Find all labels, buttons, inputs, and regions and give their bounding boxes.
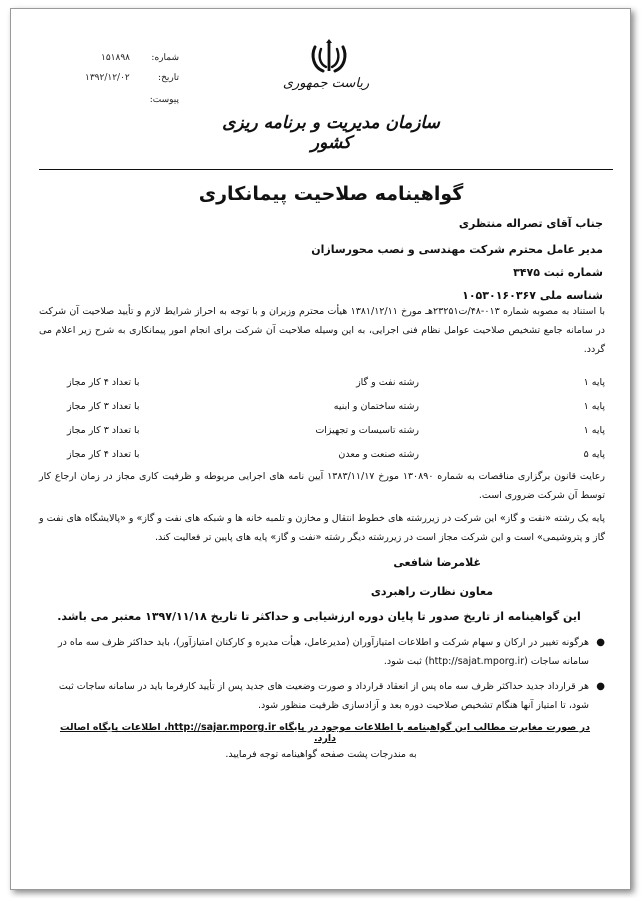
field-cell: رشته نفت و گاز [356,377,419,388]
bullet-item [39,677,605,715]
number-value: ۱۵۱۸۹۸ [101,53,131,63]
capacity-cell: با تعداد ۴ کار مجاز [67,449,140,460]
date-value: ۱۳۹۲/۱۲/۰۲ [85,73,130,83]
header-divider [39,169,613,170]
grade-cell: پایه ۱ [583,401,605,412]
page-title: گواهینامه صلاحیت پیمانکاری [198,183,464,205]
org-name: سازمان مدیریت و برنامه ریزی کشور [222,113,440,153]
field-cell: رشته ساختمان و ابنیه [333,401,419,412]
certificate-page [10,8,631,890]
intro-paragraph: با استناد به مصوبه شماره ۰۱۳-۴۸/ت۲۳۲۵۱هـ مورخ ۱۳۸۱/۱۲/۱۱ هیأت محترم وزیران و با توجه به احراز شرایط لازم و تأیید صلاحیت آن شرکت در سامانه جامع تشخیص صلاحیت عوامل نظام فنی اجرایی، به این وسیله صلاحیت آن شرکت برای انجام امور پیمانکاری به شرح زیر اعلام می گردد. [39,306,606,355]
signatory-title: معاون نظارت راهبردی [370,585,493,598]
capacity-cell: با تعداد ۴ کار مجاز [67,377,140,388]
discrepancy-note: در صورت مغایرت مطالب این گواهینامه با اطلاعات موجود در پایگاه http://sajar.mporg.ir، اطلاعات پایگاه اصالت دارد. [59,722,591,744]
footer-note: به مندرجات پشت صفحه گواهینامه توجه فرمایید. [225,749,417,760]
table-row [39,425,605,445]
bullet-item [39,633,605,671]
number-label: شماره: [151,53,179,63]
validity-statement: این گواهینامه از تاریخ صدور تا پایان دوره ارزشیابی و حداکثر تا تاریخ ۱۳۹۷/۱۱/۱۸ معتبر می باشد. [57,610,581,623]
bullet-dot-icon: ● [596,637,605,648]
iran-emblem-icon [309,37,349,77]
field-cell: رشته تاسیسات و تجهیزات [315,425,419,436]
table-row [39,401,605,421]
grades-table [39,377,605,473]
table-row [39,449,605,469]
grade-cell: پایه ۵ [583,449,605,460]
grade-cell: پایه ۱ [583,377,605,388]
org-presidency: ریاست جمهوری [282,76,370,91]
table-row [39,377,605,397]
capacity-cell: با تعداد ۳ کار مجاز [67,401,140,412]
recipient-national-id: شناسه ملی ۱۰۵۳۰۱۶۰۳۶۷ [462,289,603,302]
recipient-registration: شماره ثبت ۳۴۷۵ [513,266,603,279]
recipient-name: جناب آقای تصراله منتظری [458,217,603,230]
recipient-position: مدیر عامل محترم شرکت مهندسی و نصب محورسازان [311,243,603,256]
capacity-cell: با تعداد ۳ کار مجاز [67,425,140,436]
attachment-label: پیوست: [149,95,179,105]
regulation-paragraph: رعایت قانون برگزاری مناقصات به شماره ۱۳۰۸۹۰ مورخ ۱۳۸۳/۱۱/۱۷ آیین نامه های اجرایی مربوطه و ظرفیت کاری مجاز در زمان ارجاع کار توسط آن شرکت ضروری است. [39,471,605,501]
bullet-text: هر قرارداد جدید حداکثر ظرف سه ماه پس از انعقاد قرارداد و صورت وضعیت های جدید پس از تأیید کارفرما باید در سامانه ساجات ثبت شود، تا امتیاز آنها هنگام تشخیص صلاحیت دوره بعد و آزادسازی ظرفیت منظور شود. [58,681,589,711]
date-label: تاریخ: [158,73,179,83]
bullet-text: هرگونه تغییر در ارکان و سهام شرکت و اطلاعات امتیازآوران (مدیرعامل، هیأت مدیره و کارکنان امتیازآور)، باید حداکثر ظرف سه ماه در سامانه ساجات (http://sajat.mporg.ir) ثبت شود. [58,637,589,667]
grade-cell: پایه ۱ [583,425,605,436]
field-cell: رشته صنعت و معدن [338,449,419,460]
bullet-dot-icon: ● [596,681,605,692]
signatory-name: غلامرضا شافعی [393,556,481,569]
subfield-paragraph: پایه یک رشته «نفت و گاز» این شرکت در زیررشته های خطوط انتقال و مخازن و تلمبه خانه ها و شبکه های نفت و گاز» و «پالایشگاه های نفت و گاز و پتروشیمی» است و این شرکت مجاز است در زیررشته دیگر رشته «نفت و گاز» پایه های پایین تر فعالیت کند. [39,513,605,543]
